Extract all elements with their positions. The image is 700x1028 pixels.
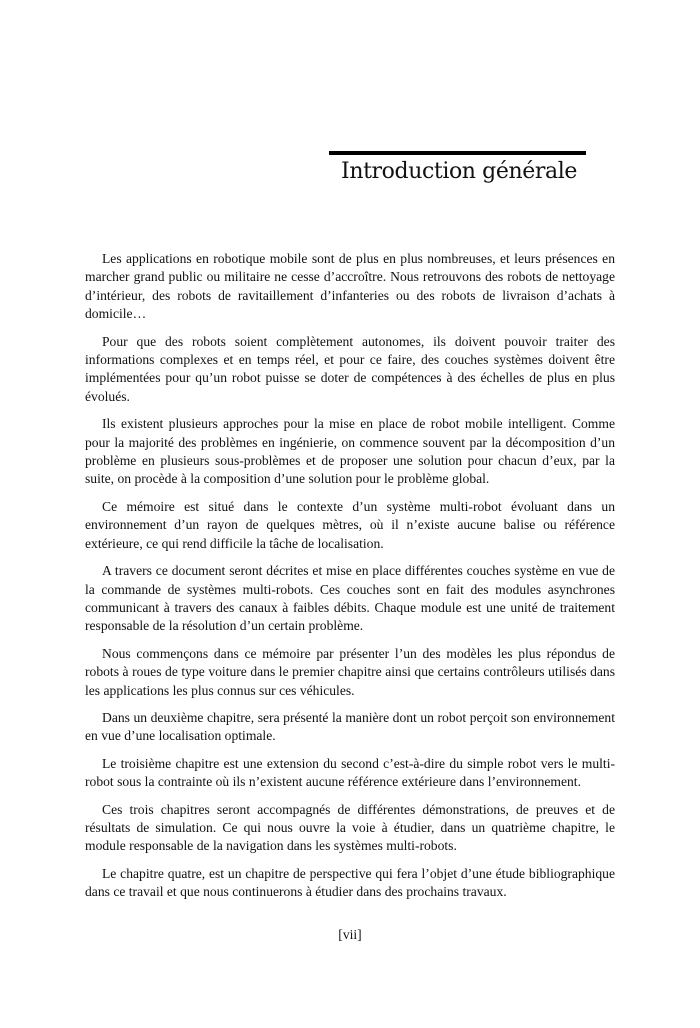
paragraph-8: Le troisième chapitre est une extension du second c’est-à-dire du simple robot vers le multi-robot sous la contrainte où ils n’existent aucune référence extérieure dans l’environnement. <box>85 755 615 790</box>
body-text <box>85 250 615 911</box>
page-number: [vii] <box>338 927 362 942</box>
paragraph-7: Dans un deuxième chapitre, sera présenté la manière dont un robot perçoit son environnement en vue d’une localisation optimale. <box>85 709 615 744</box>
paragraph-6: Nous commençons dans ce mémoire par présenter l’un des modèles les plus répondus de robots à roues de type voiture dans le premier chapitre ainsi que certains contrôleurs utilisés dans les applications les plus connus sur ces véhicules. <box>85 645 615 698</box>
paragraph-10: Le chapitre quatre, est un chapitre de perspective qui fera l’objet d’une étude bibliographique dans ce travail et que nous continuerons à étudier dans des prochains travaux. <box>85 865 615 900</box>
paragraph-2: Pour que des robots soient complètement autonomes, ils doivent pouvoir traiter des informations complexes et en temps réel, et pour ce faire, des couches systèmes doivent être implémentées pour qu’un robot puisse se doter de compétences à des échelles de plus en plus évolués. <box>85 333 615 404</box>
paragraph-5: A travers ce document seront décrites et mise en place différentes couches système en vue de la commande de systèmes multi-robots. Ces couches sont en fait des modules asynchrones communicant à travers des canaux à faibles débits. Chaque module est une unité de traitement responsable de la résolution d’un certain problème. <box>85 563 615 634</box>
paragraph-4: Ce mémoire est situé dans le contexte d’un système multi-robot évoluant dans un environnement d’un rayon de quelques mètres, où il n’existe aucune balise ou référence extérieure, ce qui rend difficile la tâche de localisation. <box>85 498 615 551</box>
title-rule <box>329 151 586 155</box>
page-title: Introduction générale <box>341 159 577 184</box>
paragraph-1: Les applications en robotique mobile sont de plus en plus nombreuses, et leurs présences en marcher grand public ou militaire ne cesse d’accroître. Nous retrouvons des robots de nettoyage d’intérieur, des robots de ravitaillement d’infanteries ou des robots de livraison d’achats à domicile… <box>85 251 615 322</box>
paragraph-3: Ils existent plusieurs approches pour la mise en place de robot mobile intelligent. Comme pour la majorité des problèmes en ingénierie, on commence souvent par la décomposition d’un problème en plusieurs sous-problèmes et de proposer une solution pour chacun d’eux, par la suite, on procède à la composition d’une solution pour le problème global. <box>85 416 615 487</box>
paragraph-9: Ces trois chapitres seront accompagnés de différentes démonstrations, de preuves et de résultats de simulation. Ce qui nous ouvre la voie à étudier, dans un quatrième chapitre, le module responsable de la navigation dans les systèmes multi-robots. <box>85 801 615 854</box>
